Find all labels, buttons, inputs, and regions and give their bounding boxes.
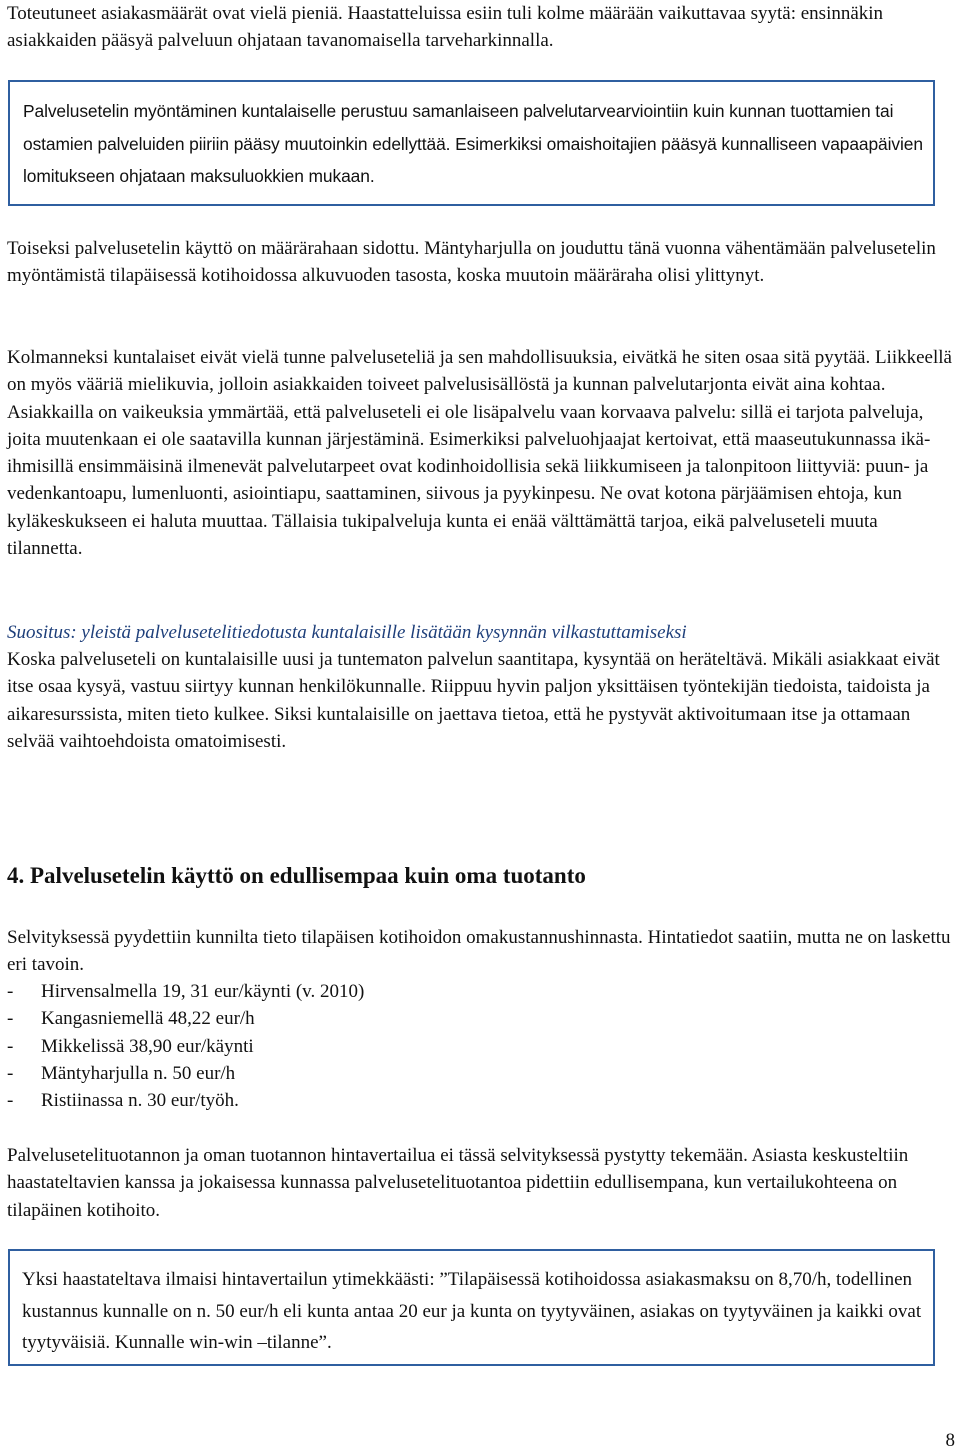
third-reason-paragraph: Kolmanneksi kuntalaiset eivät vielä tunne palveluseteliä ja sen mahdollisuuksia, eivätkä he siten osaa sitä pyytää. Liikkeellä on myös vääriä mielikuvia, jolloin asiakkaiden toiveet palvelusisällöstä ja kunnan palvelutarjonta eivät aina kohtaa. Asiakkailla on vaikeuksia ymmärtää, että palveluseteli ei ole lisäpalvelu vaan korvaava palvelu: sillä ei tarjota palveluja, joita muutenkaan ei ole saatavilla kunnan järjestäminä. Esimerkiksi palveluohjaajat kertoivat, että maaseutukunnassa ikä-ihmisillä ensimmäisinä ilmenevät palvelutarpeet ovat kodinhoidollisia sekä liikkumiseen ja talonpitoon liittyviä: puun- ja vedenkantoapu, lumenluonti, asiointiapu, saattaminen, siivous ja pyykinpesu. Ne ovat kotona pärjäämisen ehtoja, kun kyläkeskukseen ei haluta muuttaa. Tällaisia tukipalveluja kunta ei enää välttämättä tarjoa, eikä palveluseteli muuta tilannetta. — [7, 347, 952, 560]
section-heading: 4. Palvelusetelin käyttö on edullisempaa kuin oma tuotanto — [7, 863, 586, 888]
survey-paragraph: Selvityksessä pyydettiin kunnilta tieto tilapäisen kotihoidon omakustannushinnasta. Hintatiedot saatiin, mutta ne on laskettu eri tavoin. — [7, 927, 951, 976]
list-item: - Ristiinassa n. 30 eur/työh. — [7, 1090, 239, 1112]
list-item: - Hirvensalmella 19, 31 eur/käynti (v. 2010) — [7, 981, 365, 1002]
second-reason-paragraph: Toiseksi palvelusetelin käyttö on määrärahaan sidottu. Mäntyharjulla on jouduttu tänä vuonna vähentämään palvelusetelin myöntämistä tilapäisessä kotihoidossa alkuvuoden tasosta, koska muutoin määräraha olisi ylittynyt. — [7, 238, 936, 287]
quote-text: Yksi haastateltava ilmaisi hintavertailun ytimekkäästi: ”Tilapäisessä kotihoidossa asiakasmaksu on 8,70/h, todellinen kustannus kunnalle on n. 50 eur/h eli kunta antaa 20 eur ja kunta on tyytyväinen, asiakas on tyytyväinen ja kaikki ovat tyytyväisiä. Kunnalle win-win –tilanne”. — [22, 1269, 922, 1353]
comparison-paragraph: Palvelusetelituotannon ja oman tuotannon hintavertailua ei tässä selvityksessä pystytty tekemään. Asiasta keskusteltiin haastateltavien kanssa ja jokaisessa kunnassa palvelusetelituotantoa pidettiin edullisempana, kun vertailukohteena on tilapäinen kotihoito. — [7, 1145, 909, 1221]
page-number: 8 — [945, 1430, 955, 1451]
intro-paragraph: Toteutuneet asiakasmäärät ovat vielä pieniä. Haastatteluissa esiin tuli kolme määrään vaikuttavaa syytä: ensinnäkin asiakkaiden pääsyä palveluun ohjataan tavanomaisella tarveharkinnalla. — [7, 3, 884, 52]
recommendation-title: Suositus: yleistä palvelusetelitiedotusta kuntalaisille lisätään kysynnän vilkastuttamiseksi — [7, 622, 687, 643]
callout-box-voucher-assessment — [8, 80, 935, 206]
callout-text: Palvelusetelin myöntäminen kuntalaiselle perustuu samanlaiseen palvelutarvearviointiin kuin kunnan tuottamien tai ostamien palveluiden piiriin pääsy muutoinkin edellyttää. Esimerkiksi omaishoitajien pääsyä kunnalliseen vapaapäivien lomitukseen ohjataan maksuluokkien mukaan. — [23, 101, 923, 186]
list-item: - Kangasniemellä 48,22 eur/h — [7, 1008, 255, 1030]
list-item: - Mikkelissä 38,90 eur/käynti — [7, 1035, 254, 1057]
callout-box-interview-quote — [8, 1249, 935, 1366]
list-item: - Mäntyharjulla n. 50 eur/h — [7, 1062, 236, 1084]
recommendation-paragraph: Koska palveluseteli on kuntalaisille uusi ja tuntematon palvelun saantitapa, kysyntää on heräteltävä. Mikäli asiakkaat eivät itse osaa kysyä, vastuu siirtyy kunnan henkilökunnalle. Riippuu hyvin paljon yksittäisen työntekijän tiedoista, taidoista ja aikaresurssista, miten tieto kulkee. Siksi kuntalaisille on jaettava tietoa, että he pystyvät aktivoitumaan itse ja ottamaan selvää vaihtoehdoista omatoimisesti. — [7, 649, 940, 752]
price-list — [7, 978, 364, 1114]
